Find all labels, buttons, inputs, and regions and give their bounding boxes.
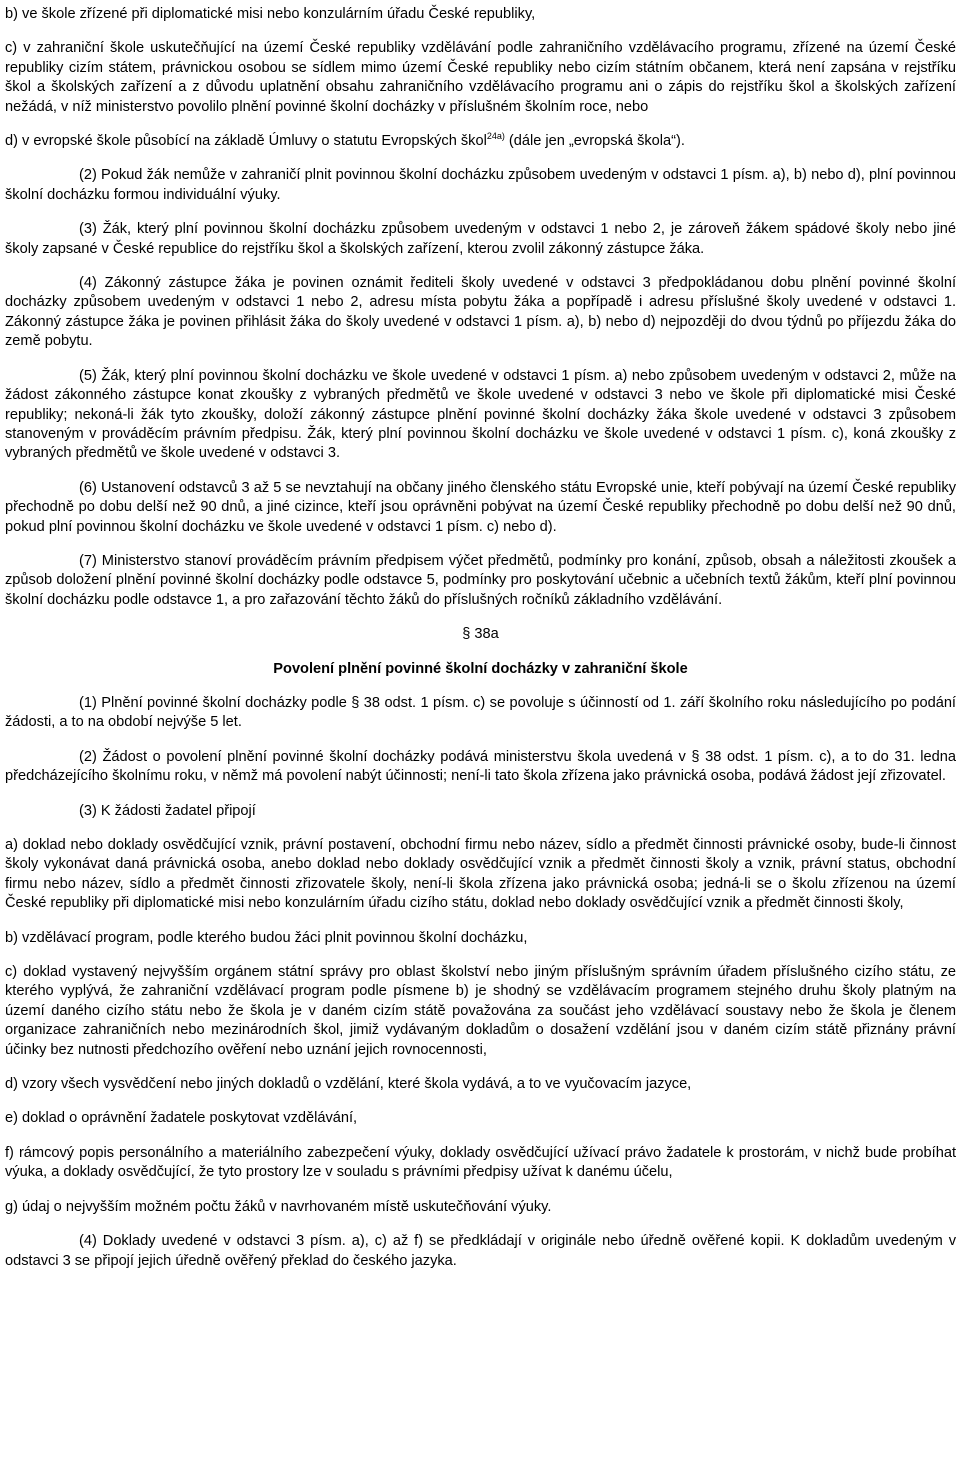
item-d-text: d) v evropské škole působící na základě Úmluvy o statutu Evropských škol	[5, 133, 487, 150]
section-number: § 38a	[462, 626, 499, 643]
section-paragraph-2: (2) Žádost o povolení plnění povinné školní docházky podává ministerstvu škola uvedená v § 38 odst. 1 písm. c), a to do 31. ledna předcházejícího školnímu roku, v němž má povolení nabýt účinnosti; není-li tato škola zřízena jako právnická osoba, podává žádost její zřizovatel.	[5, 748, 956, 785]
item-d	[5, 132, 956, 151]
paragraph-7: (7) Ministerstvo stanoví prováděcím právním předpisem výčet předmětů, podmínky pro konání, způsob, obsah a náležitosti zkoušek a způsob doložení plnění povinné školní docházky podle odstavce 5, podmínky pro poskytování učebnic a učebních textů žákům, kteří plní povinnou školní docházku podle odstavce 1, a pro zařazování těchto žáků do příslušných ročníků základního vzdělávání.	[5, 552, 956, 608]
paragraph-3: (3) Žák, který plní povinnou školní docházku způsobem uvedeným v odstavci 1 nebo 2, je zároveň žákem spádové školy nebo jiné školy zapsané v České republice do rejstříku škol a školských zařízení, kterou zvolil zákonný zástupce žáka.	[5, 221, 956, 257]
list-item-g: g) údaj o nejvyšším možném počtu žáků v navrhovaném místě uskutečňování výuky.	[5, 1198, 552, 1215]
paragraph-2: (2) Pokud žák nemůže v zahraničí plnit povinnou školní docházku způsobem uvedeným v odstavci 1 písm. a), b) nebo d), plní povinnou školní docházku formou individuální výuky.	[5, 167, 956, 203]
list-item-f: f) rámcový popis personálního a materiálního zabezpečení výuky, doklady osvědčující užívací právo žadatele k prostorám, v nichž bude probíhat výuka, a doklady osvědčující, že tyto prostory lze v souladu s právními předpisy užívat k danému účelu,	[5, 1144, 956, 1181]
item-c: c) v zahraniční škole uskutečňující na území České republiky vzdělávání podle zahraničního vzdělávacího programu, zřízené na území České republiky cizím státem, právnickou osobou se sídlem mimo území České republiky nebo cizím státním občanem, která není zapsána v rejstříku škol a školských zařízení a z důvodu uplatnění obsahu zahraničního vzdělávacího programu ani o zápis do rejstříku škol a školských zařízení nežádá, v níž ministerstvo povolilo plnění povinné školní docházky v příslušném školním roce, nebo	[5, 40, 956, 115]
footnote-ref: 24a)	[486, 131, 505, 142]
section-paragraph-1: (1) Plnění povinné školní docházky podle § 38 odst. 1 písm. c) se povoluje s účinností od 1. září školního roku následujícího po podání žádosti, a to na období nejvýše 5 let.	[5, 694, 956, 731]
list-item-e: e) doklad o oprávnění žadatele poskytovat vzdělávání,	[5, 1110, 358, 1127]
section-paragraph-3: (3) K žádosti žadatel připojí	[79, 802, 256, 819]
paragraph-4: (4) Zákonný zástupce žáka je povinen oznámit řediteli školy uvedené v odstavci 3 předpokládanou dobu plnění povinné školní docházky způsobem uvedeným v odstavci 1 nebo 2, adresu místa pobytu žáka a popřípadě i adresu příslušné školy uvedené v odstavci 1. Zákonný zástupce žáka je povinen přihlásit žáka do školy uvedené v odstavci 1 písm. a), b) nebo d) nejpozději do dvou týdnů po příjezdu žáka do země pobytu.	[5, 275, 956, 350]
item-b: b) ve škole zřízené při diplomatické misi nebo konzulárním úřadu České republiky,	[5, 6, 536, 22]
list-item-c: c) doklad vystavený nejvyšším orgánem státní správy pro oblast školství nebo jiným příslušným správním úřadem příslušného cizího státu, ze kterého vyplývá, že zahraniční vzdělávací program podle písmene b) je shodný se vzdělávacím programem stejného druhu školy platným na území daného cizího státu nebo že škola je v daném cizím státě považována za součást jeho vzdělávací soustavy nebo že škola je členem organizace zahraničních nebo mezinárodních škol, jimiž vydávaným dokladům o dosažení vzdělání jsou v daném cizím státě přiznány právní účinky bez nutnosti předchozího ověření nebo uznání jejich rovnocennosti,	[5, 964, 956, 1058]
item-d-tail: (dále jen „evropská škola“).	[504, 133, 685, 150]
section-title: Povolení plnění povinné školní docházky v zahraniční škole	[273, 660, 688, 677]
section-paragraph-4: (4) Doklady uvedené v odstavci 3 písm. a), c) až f) se předkládají v originále nebo úředně ověřené kopii. K dokladům uvedeným v odstavci 3 se připojí jejich úředně ověřený překlad do českého jazyka.	[5, 1233, 956, 1269]
paragraph-5: (5) Žák, který plní povinnou školní docházku ve škole uvedené v odstavci 1 písm. a) nebo způsobem uvedeným v odstavci 2, může na žádost zákonného zástupce konat zkoušky z vybraných předmětů ve škole uvedené v odstavci 3 nebo ve škole při diplomatické misi České republiky; nekoná-li žák tyto zkoušky, doloží zákonný zástupce plnění povinné školní docházky žáka škole uvedené v odstavci 3 způsobem stanoveným v prováděcím právním předpisu. Žák, který plní povinnou školní docházku ve škole uvedené v odstavci 1 písm. c), koná zkoušky z vybraných předmětů ve škole uvedené v odstavci 3.	[5, 367, 956, 462]
list-item-b: b) vzdělávací program, podle kterého budou žáci plnit povinnou školní docházku,	[5, 929, 528, 946]
paragraph-6: (6) Ustanovení odstavců 3 až 5 se nevztahují na občany jiného členského státu Evropské unie, kteří pobývají na území České republiky přechodně po dobu delší než 90 dnů, a jiné cizince, kteří jsou oprávněni pobývat na území České republiky přechodně po dobu delší než 90 dnů, pokud plní povinnou školní docházku ve škole uvedené v odstavci 1 písm. c) nebo d).	[5, 479, 956, 535]
list-item-d: d) vzory všech vysvědčení nebo jiných dokladů o vzdělání, které škola vydává, a to ve vyučovacím jazyce,	[5, 1076, 692, 1093]
list-item-a: a) doklad nebo doklady osvědčující vznik, právní postavení, obchodní firmu nebo název, sídlo a předmět činnosti právnické osoby, bude-li činnost školy vykonávat daná právnická osoba, anebo doklad nebo doklady osvědčující vznik a předmět činnosti školy a vznik, právní status, obchodní firmu nebo název, sídlo a předmět činnosti zřizovatele školy, není-li škola zřízena jako právnická osoba; jedná-li se o školu zřízenou na území České republiky při diplomatické misi nebo konzulárním úřadu cizího státu, doklad nebo doklady osvědčující vznik a předmět činnosti školy,	[5, 837, 956, 912]
